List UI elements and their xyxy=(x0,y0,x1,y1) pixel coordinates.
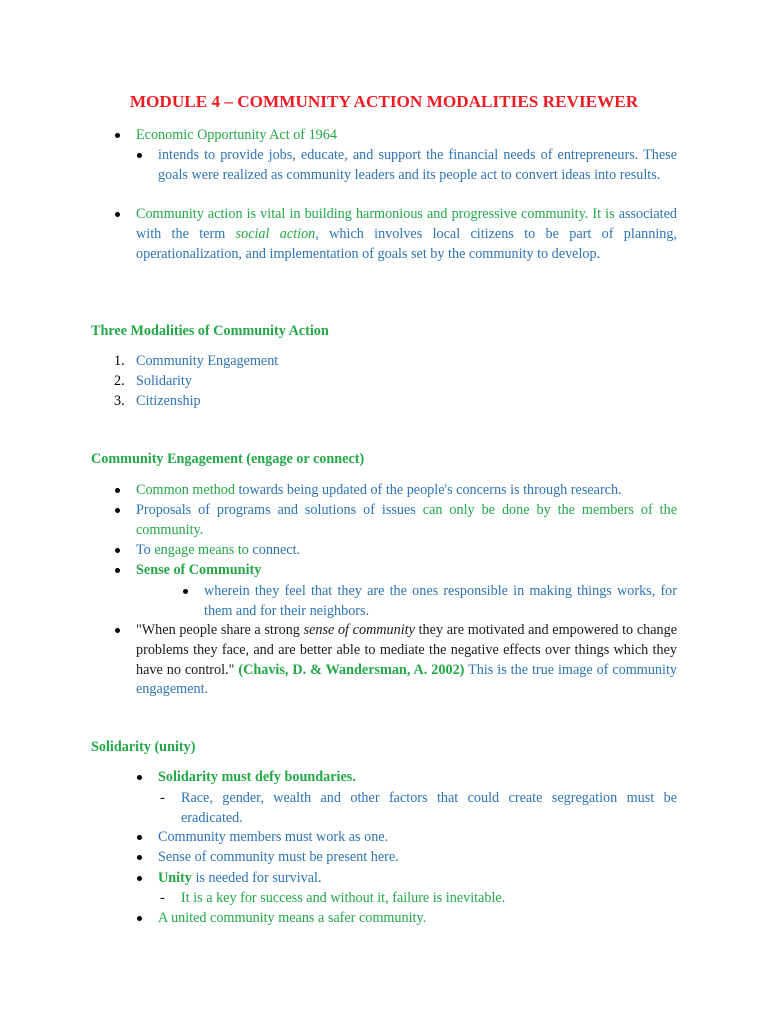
common-method-text: Common method xyxy=(136,482,235,498)
list-item-label: Citizenship xyxy=(136,392,201,409)
list-item-common-method xyxy=(136,481,677,501)
list-item-proposals xyxy=(136,501,677,541)
community-action-text-3: , which involves local citizens to be part of planning, operationalization, and implementation of goals set by the community to develop. xyxy=(136,225,678,262)
quote-text-1: "When people share a strong xyxy=(136,622,304,638)
social-action-term: social action xyxy=(235,225,316,242)
list-number: 2. xyxy=(114,372,125,389)
unity-term: Unity xyxy=(158,870,192,886)
quote-citation: (Chavis, D. & Wandersman, A. 2002) xyxy=(238,661,465,678)
list-item xyxy=(114,352,279,372)
list-item xyxy=(114,372,278,392)
quote-tail: This is the true image of community engagement. xyxy=(136,661,677,698)
list-number: 1. xyxy=(114,353,125,369)
list-item-safer-community: A united community means a safer community. xyxy=(158,909,677,929)
page-title: MODULE 4 – COMMUNITY ACTION MODALITIES REVIEWER xyxy=(129,92,639,111)
list-item-work-as-one: Community members must work as one. xyxy=(158,828,677,848)
engage-text-1: To xyxy=(136,542,151,558)
list-item-defy-boundaries: Solidarity must defy boundaries. xyxy=(158,768,677,788)
list-item-sense-sub: wherein they feel that they are the ones responsible in making things works, for them and for their neighbors. xyxy=(204,582,677,622)
list-item xyxy=(114,392,278,412)
list-item-label: Community Engagement xyxy=(136,353,279,369)
list-item-key-success xyxy=(160,889,677,909)
section-heading-engagement: Community Engagement (engage or connect) xyxy=(91,451,365,467)
section-heading-solidarity: Solidarity (unity) xyxy=(91,739,196,755)
list-item-sense-of-community: Sense of Community xyxy=(136,561,677,581)
community-action-text-1: Community action is vital in building harmonious and progressive community. It is xyxy=(136,206,615,222)
engage-text-3: connect. xyxy=(248,542,301,558)
dash-marker: - xyxy=(160,890,165,906)
section-heading-modalities: Three Modalities of Community Action xyxy=(91,323,329,339)
unity-rest: is needed for survival. xyxy=(191,870,322,886)
proposals-rest: can only be done by the members of the community. xyxy=(136,502,677,538)
list-item-eoa: Economic Opportunity Act of 1964 xyxy=(136,126,677,146)
list-item-eradicated xyxy=(160,789,677,829)
list-item-unity xyxy=(158,869,677,889)
quote-emphasis: sense of community xyxy=(303,622,415,638)
common-method-rest: towards being updated of the people's concerns is through research. xyxy=(234,482,622,498)
list-item-sense-present: Sense of community must be present here. xyxy=(158,848,677,868)
key-success-text: It is a key for success and without it, failure is inevitable. xyxy=(181,890,506,906)
proposals-text: Proposals of programs and solutions of issues xyxy=(136,502,416,518)
list-item-community-action xyxy=(136,205,677,264)
list-item-label: Solidarity xyxy=(136,372,192,389)
list-item-engage xyxy=(136,541,677,561)
list-item-quote xyxy=(136,621,677,700)
list-number: 3. xyxy=(114,392,125,409)
modalities-list xyxy=(114,352,279,411)
list-item-eoa-sub: intends to provide jobs, educate, and support the financial needs of entrepreneurs. These goals were realized as community leaders and its people act to convert ideas into results. xyxy=(158,146,677,186)
community-action-text-2: associated with the term xyxy=(136,206,678,242)
eradicated-text: Race, gender, wealth and other factors that could create segregation must be eradicated. xyxy=(181,790,677,826)
dash-marker: - xyxy=(160,790,165,806)
quote-text-2: they are motivated and empowered to change problems they face, and are better able to mediate the negative effects over things which they have no control." xyxy=(136,622,678,678)
engage-text-2: engage means to xyxy=(150,542,249,558)
